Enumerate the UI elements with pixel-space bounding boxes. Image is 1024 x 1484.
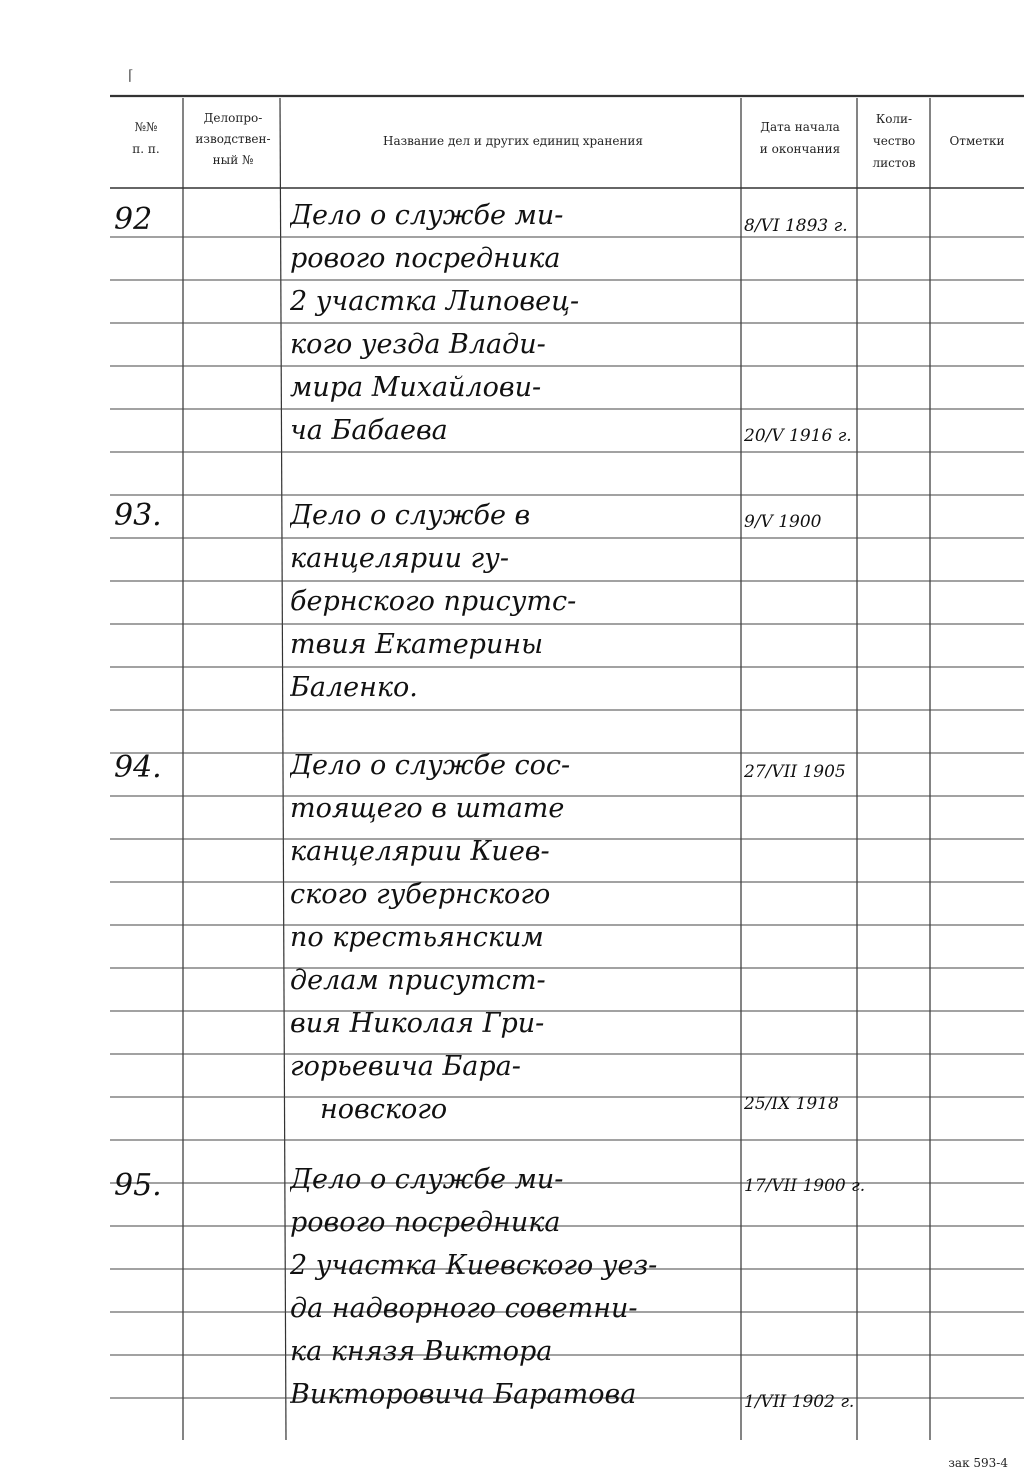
header-col-number bbox=[112, 116, 180, 160]
entry-title-line: Дело о службе в bbox=[290, 500, 531, 531]
entry-date-end: 20/V 1916 г. bbox=[744, 426, 852, 446]
entry-date-end: 25/IX 1918 bbox=[744, 1094, 839, 1114]
header-sheets-line-2: чество bbox=[872, 134, 916, 148]
entry-title-line: делам присутст- bbox=[290, 965, 546, 996]
entry-title-line: по крестьянским bbox=[290, 922, 544, 953]
corner-mark: ⌈ bbox=[128, 68, 134, 84]
header-col-delo bbox=[186, 108, 280, 171]
header-title-text: Название дел и других единиц хранения bbox=[382, 134, 643, 148]
entry-title-line: ка князя Виктора bbox=[290, 1336, 553, 1367]
entry-title-line: 2 участка Киевского уез- bbox=[290, 1250, 658, 1281]
entry-title-line: ского губернского bbox=[290, 879, 551, 910]
header-delo-line-3: ный № bbox=[212, 153, 254, 167]
header-num-line-1: №№ bbox=[134, 120, 158, 134]
entry-title-line: Баленко. bbox=[290, 672, 418, 703]
header-notes-text: Отметки bbox=[949, 134, 1005, 148]
entry-date-start: 9/V 1900 bbox=[744, 512, 822, 532]
entry-date-start: 8/VI 1893 г. bbox=[744, 216, 848, 236]
header-delo-line-1: Делопро- bbox=[203, 111, 263, 125]
entry-title-line: 2 участка Липовец- bbox=[290, 286, 580, 317]
entry-title-line: тоящего в штате bbox=[290, 793, 565, 824]
entry-date-start: 17/VII 1900 г. bbox=[744, 1176, 866, 1196]
entry-title-line: рового посредника bbox=[290, 243, 561, 274]
entry-title-line: рового посредника bbox=[290, 1207, 561, 1238]
entry-title-line: мира Михайлови- bbox=[290, 372, 542, 403]
entry-title-line: канцелярии гу- bbox=[290, 543, 509, 574]
entry-title-line: новского bbox=[320, 1094, 448, 1125]
header-col-dates bbox=[744, 116, 856, 160]
entry-number: 92 bbox=[114, 202, 153, 237]
entry-title-line: вия Николая Гри- bbox=[290, 1008, 545, 1039]
header-col-notes bbox=[932, 130, 1022, 152]
header-dates-line-1: Дата начала bbox=[760, 120, 840, 134]
header-sheets-line-3: листов bbox=[872, 156, 916, 170]
entry-title-line: Дело о службе ми- bbox=[290, 200, 564, 231]
entry-title-line: бернского присутс- bbox=[290, 586, 577, 617]
entry-number: 93. bbox=[114, 498, 162, 533]
entry-title-line: Дело о службе ми- bbox=[290, 1164, 564, 1195]
entry-title-line: горьевича Бара- bbox=[290, 1051, 521, 1082]
entry-title-line: твия Екатерины bbox=[290, 629, 544, 660]
print-order-number: зак 593-4 bbox=[948, 1456, 1008, 1470]
entry-title-line: кого уезда Влади- bbox=[290, 329, 546, 360]
header-delo-line-2: изводствен- bbox=[195, 132, 271, 146]
entry-title-line: Викторовича Баратова bbox=[290, 1379, 637, 1410]
entry-date-start: 27/VII 1905 bbox=[744, 762, 846, 782]
entry-number: 94. bbox=[114, 750, 162, 785]
header-col-title bbox=[288, 130, 738, 152]
entry-title-line: да надворного советни- bbox=[290, 1293, 638, 1324]
entry-title-line: канцелярии Киев- bbox=[290, 836, 550, 867]
header-num-line-2: п. п. bbox=[132, 142, 160, 156]
header-sheets-line-1: Коли- bbox=[875, 112, 913, 126]
entry-date-end: 1/VII 1902 г. bbox=[744, 1392, 855, 1412]
entry-number: 95. bbox=[114, 1168, 162, 1203]
header-dates-line-2: и окончания bbox=[759, 142, 841, 156]
entry-title-line: Дело о службе сос- bbox=[290, 750, 571, 781]
header-col-sheets bbox=[859, 108, 929, 174]
entry-title-line: ча Бабаева bbox=[290, 415, 448, 446]
